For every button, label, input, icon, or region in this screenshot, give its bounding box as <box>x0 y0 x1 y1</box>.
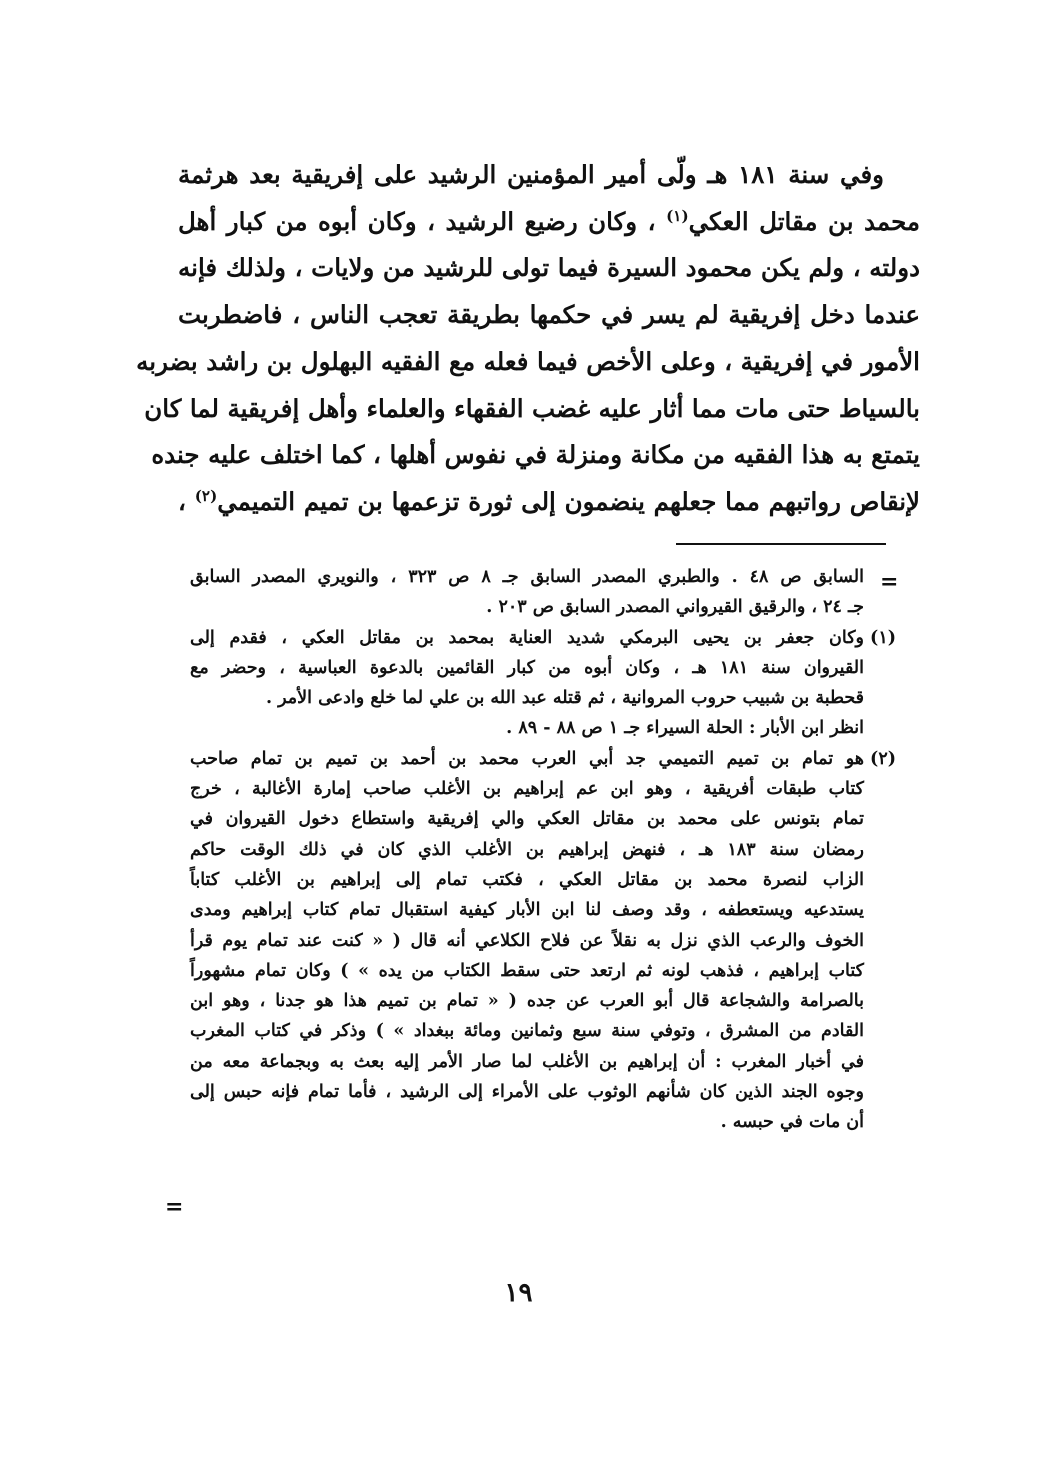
footnote-ref-2[interactable]: (٢) <box>194 486 218 505</box>
footnote-line: الخوف والرعب الذي نزل به نقلاً عن فلاح الكلاعي أنه قال ( « كنت عند تمام يوم قرأ <box>190 930 864 951</box>
footnote-line: وجوه الجند الذين كان شأنهم الوثوب على الأمراء إلى الرشيد ، فأما تمام فإنه حبس إلى <box>190 1082 864 1103</box>
footnote-1 <box>190 623 896 744</box>
main-paragraph <box>136 152 921 526</box>
text-line: الأمور في إفريقية ، وعلى الأخص فيما فعله مع الفقيه البهلول بن راشد بضربه <box>136 346 920 376</box>
text-line: لإنقاص رواتبهم مما جعلهم ينضمون إلى ثورة تزعمها بن تميم التميمي$^{(٢)}$ ، <box>178 486 921 516</box>
text-line: محمد بن مقاتل العكي$^{(١)}$ ، وكان رضيع الرشيد ، وكان أبوه من كبار أهل <box>178 206 921 236</box>
footnote-line: انظر ابن الأبار : الحلة السيراء جـ ١ ص ٨٨ - ٨٩ . <box>506 718 864 739</box>
footnote-line: (٢)هو تمام بن تميم التميمي جد أبي العرب محمد بن أحمد بن تميم بن تمام صاحب <box>190 744 896 774</box>
footnote-separator <box>676 543 886 545</box>
text-line: بالسياط حتى مات مما أثار عليه غضب الفقهاء والعلماء وأهل إفريقية لما كان <box>144 393 920 423</box>
footnote-line: القادم من المشرق ، وتوفي سنة سبع وثمانين ومائة ببغداد » ) وذكر في كتاب المغرب <box>190 1021 864 1042</box>
footnote-line: الزاب لنصرة محمد بن مقاتل العكي ، فكتب تمام إلى إبراهيم بن الأغلب كتاباً <box>190 869 864 890</box>
text-line: وفي سنة ١٨١ هـ ولّى أمير المؤمنين الرشيد على إفريقية بعد هرثمة <box>178 160 884 189</box>
footnote-line: كتاب طبقات أفريقية ، وهو ابن عم إبراهيم بن الأغلب صاحب إمارة الأغالبة ، خرج <box>190 779 864 800</box>
footnote-number: (١) <box>870 627 896 648</box>
footnote-line: رمضان سنة ١٨٣ هـ ، فنهض إبراهيم بن الأغلب الذي كان في ذلك الوقت حاكم <box>190 839 864 860</box>
continuation-mark: = <box>880 569 899 595</box>
footnote-line: يستدعيه ويستعطفه ، وقد وصف لنا ابن الأبار كيفية استقبال تمام كتاب إبراهيم ومدى <box>190 900 864 921</box>
footnote-ref-1[interactable]: (١) <box>666 206 689 225</box>
footnote-line: أن مات في حبسه . <box>720 1112 864 1133</box>
footnote-line: القيروان سنة ١٨١ هـ ، وكان أبوه من كبار القائمين بالدعوة العباسية ، وحضر مع <box>190 657 864 678</box>
text-line: دولته ، ولم يكن محمود السيرة فيما تولى للرشيد من ولايات ، ولذلك فإنه <box>178 253 920 283</box>
continuation-mark: = <box>165 1194 184 1220</box>
footnote-continued <box>190 562 899 623</box>
page-number: ١٩ <box>504 1278 533 1308</box>
footnote-line: قحطبة بن شبيب حروب المروانية ، ثم قتله عبد الله بن علي لما خلع وادعى الأمر . <box>265 688 864 709</box>
footnotes <box>190 562 899 1138</box>
text-line: يتمتع به هذا الفقيه من مكانة ومنزلة في نفوس أهلها ، كما اختلف عليه جنده <box>151 440 920 470</box>
footnote-2 <box>190 744 896 1138</box>
footnote-line: في أخبار المغرب : أن إبراهيم بن الأغلب لما صار الأمر إليه بعث به وبجماعة معه من <box>190 1051 864 1072</box>
footnote-line: السابق ص ٤٨ . والطبري المصدر السابق جـ ٨ ص ٣٢٣ ، والنويري المصدر السابق <box>190 567 864 587</box>
text-line: عندما دخل إفريقية لم يسر في حكمها بطريقة تعجب الناس ، فاضطربت <box>178 300 920 330</box>
footnote-number: (٢) <box>870 748 896 769</box>
footnote-line: كتاب إبراهيم ، فذهب لونه ثم ارتعد حتى سقط الكتاب من يده » ) وكان تمام مشهوراً <box>190 960 864 981</box>
footnote-line: بالصرامة والشجاعة قال أبو العرب عن جده ( « تمام بن تميم هذا هو جدنا ، وهو ابن <box>190 991 864 1012</box>
footnote-line: (١)وكان جعفر بن يحيى البرمكي شديد العناية بمحمد بن مقاتل العكي ، فقدم إلى <box>190 623 896 653</box>
footnote-line: تمام بتونس على محمد بن مقاتل العكي والي إفريقية واستطاع دخول القيروان في <box>190 809 864 830</box>
footnote-line: جـ ٢٤ ، والرقيق القيرواني المصدر السابق ص ٢٠٣ . <box>486 597 864 618</box>
